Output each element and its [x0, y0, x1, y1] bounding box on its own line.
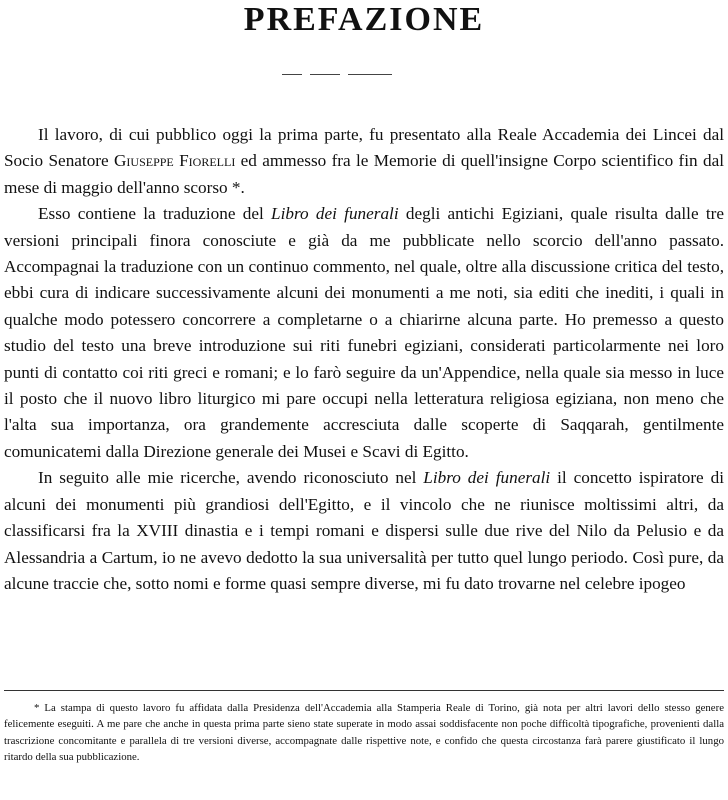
title-ornament — [282, 74, 392, 76]
paragraph-2 — [4, 201, 724, 465]
body-text — [4, 122, 724, 597]
paragraph-1 — [4, 122, 724, 201]
footnote-divider — [4, 690, 724, 691]
paragraph-1-text-b: ed ammesso fra le Memorie di quell'insigne Corpo scientifico fin dal mese di maggio dell'anno scorso *. — [4, 151, 725, 197]
page-title: PREFAZIONE — [243, 1, 485, 38]
book-title: Libro dei funerali — [423, 468, 551, 488]
paragraph-2-text-b: degli antichi Egiziani, quale risulta dalle tre versioni principali finora conosciute e già da me pubblicate nello scorcio dell'anno passato. Accompagnai la traduzione con un continuo commento, nel quale, oltre alla discussione critica del testo, ebbi cura di indicare successivamente alcuni dei monumenti a me noti, sia editi che inediti, i quali in qualche modo potessero concorrere a completarne o a chiarirne alcuna parte. Ho premesso a questo studio del testo una breve introduzione sui riti funebri egiziani, considerati particolarmente nei loro punti di contatto coi riti greci e romani; e lo farò seguire da un'Appendice, nella quale sia messo in luce il posto che il nuovo libro liturgico mi pare occupi nella letteratura religiosa egiziana, non meno che l'alta sua importanza, ora grandemente accresciuta dalle scoperte di Saqqarah, gentilmente comunicatemi dalla Direzione generale dei Musei e Scavi di Egitto. — [4, 204, 724, 461]
paragraph-1-text-a: Il lavoro, di cui pubblico oggi la prima parte, fu presentato alla Reale Accademia dei Lincei dal Socio Senatore — [4, 125, 724, 171]
paragraph-3 — [4, 465, 724, 597]
footnote-text: * La stampa di questo lavoro fu affidata dalla Presidenza dell'Accademia alla Stamperia Reale di Torino, già nota per altri lavori dello stesso genere felicemente eseguiti. A me pare che anche in questa prima parte sieno state superate in modo assai soddisfacente non poche difficoltà tipografiche, provenienti dalla trascrizione concomitante e parallela di tre versioni diverse, accompagnate dalle rispettive note, e confido che questa circostanza farà parere giustificato il lungo ritardo della sua pubblicazione. — [4, 702, 724, 764]
author-name: Giuseppe Fiorelli — [114, 151, 236, 171]
paragraph-3-text-b: il concetto ispiratore di alcuni dei monumenti più grandiosi dell'Egitto, e il vincolo che ne riunisce moltissimi altri, da classificarsi fra la XVIII dinastia e i tempi romani e dispersi sulle due rive del Nilo da Pelusio e da Alessandria a Cartum, io ne avevo dedotto la sua universalità per tutto quel lungo periodo. Così pure, da alcune traccie che, sotto nomi e forme quasi sempre diverse, mi fu dato trovarne nel celebre ipogeo — [4, 468, 724, 593]
footnote — [4, 700, 724, 766]
paragraph-2-text-a: Esso contiene la traduzione del — [38, 204, 272, 224]
paragraph-3-text-a: In seguito alle mie ricerche, avendo riconosciuto nel — [38, 468, 424, 488]
book-title: Libro dei funerali — [271, 204, 399, 224]
